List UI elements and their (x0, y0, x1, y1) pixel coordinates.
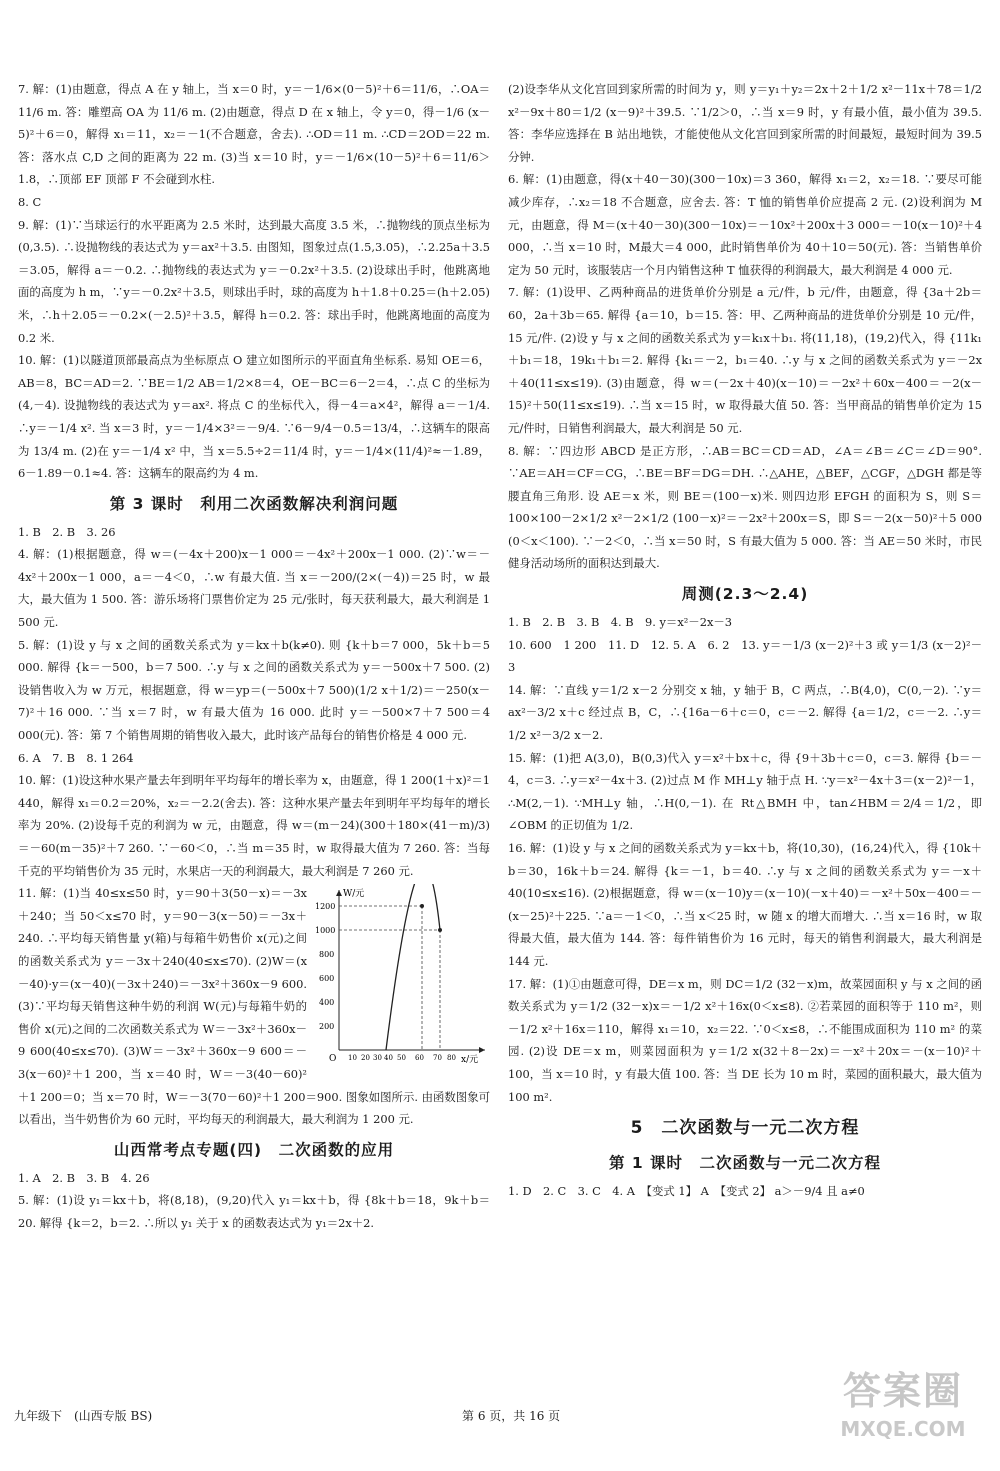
test-answers-10-13: 10. 600 1 200 11. D 12. 5. A 6. 2 13. y＝－1/3 (x－2)²＋3 或 y＝1/3 (x－2)²－3 (508, 637, 982, 675)
topic-answers-1-4: 1. A 2. B 3. B 4. 26 (18, 1170, 150, 1185)
ytick: 600 (319, 974, 335, 984)
test-answer-17: 17. 解：(1)①由题意可得，DE＝x m，则 DC＝1/2 (32－x)m，故菜园面积 y 与 x 之间的函数关系式为 y＝1/2 (32－x)x＝－1/2 x²＋16x(0＜x≤8). ②若菜园的面积等于 110 m²，则－1/2 x²＋16x＝110，解得 x₁＝10，x₂＝22. ∵0＜x≤8，∴不能围成面积为 110 m² 的菜园. (2)设 DE＝x m，则菜园面积为 y＝1/2 x(32＋8－2x)＝－x²＋20x＝－(x－10)²＋100，当 x＝10 时，y 有最大值 100. 答：当 DE 长为 10 m 时，菜园的面积最大，最大值为 100 m². (508, 976, 982, 1104)
section-heading-shanxi: 山西常考点专题(四) 二次函数的应用 (113, 1140, 395, 1159)
answer-7-right: 7. 解：(1)设甲、乙两种商品的进货单价分别是 a 元/件，b 元/件，由题意，得 {3a＋2b＝60，2a＋3b＝65. 解得 {a＝10，b＝15. 答：甲、乙两种商品的进货单价分别是 10 元/件，15 元/件. (2)设 y 与 x 之间的函数关系式为 y＝k₁x＋b₁. 将(11,18)，(19,2)代入，得 {11k₁＋b₁＝18，19k₁＋b₁＝2. 解得 {k₁＝－2，b₁＝40. ∴y 与 x 之间的函数关系式为 y＝－2x＋40(11≤x≤19). (3)由题意，得 w＝(－2x＋40)(x－10)＝－2x²＋60x－400＝－2(x－15)²＋50(11≤x≤19). ∴当 x＝15 时，w 取得最大值 50. 答：当甲商品的销售单价定为 15 元/件时，日销售利润最大，最大利润是 50 元. (508, 285, 982, 435)
section-heading-weekly-test: 周测(2.3～2.4) (681, 585, 809, 604)
page-number: 第 6 页，共 16 页 (462, 1409, 561, 1423)
watermark-url: MXQE.COM (840, 1417, 966, 1441)
answer-8: 8. C (18, 194, 42, 209)
test-answer-14: 14. 解：∵直线 y＝1/2 x－2 分别交 x 轴，y 轴于 B，C 两点，∴B(4,0)，C(0,－2). ∵y＝ax²－3/2 x＋c 经过点 B，C，∴{16a－6＋c＝0，c＝－2. 解得 {a＝1/2，c＝－2. ∴y＝1/2 x²－3/2 x－2. (508, 682, 982, 743)
xtick: 80 (447, 1054, 456, 1063)
watermark-logo-text: 答案圈 (842, 1369, 963, 1413)
graph-origin: O (329, 1054, 337, 1065)
test-answer-15: 15. 解：(1)把 A(3,0)，B(0,3)代入 y＝x²＋bx＋c，得 {9＋3b＋c＝0，c＝3. 解得 {b＝－4，c＝3. ∴y＝x²－4x＋3. (2)过点 M 作 MH⊥y 轴于点 H. ∵y＝x²－4x＋3＝(x－2)²－1，∴M(2,－1). ∵MH⊥y 轴，∴H(0,－1). 在 Rt△BMH 中，tan∠HBM＝2/4＝1/2，即∠OBM 的正切值为 1/2. (508, 750, 982, 833)
answer-11: 11. 解：(1)当 40≤x≤50 时，y＝90＋3(50－x)＝－3x＋240；当 50＜x≤70 时，y＝90－3(x－50)＝－3x＋240. ∴平均每天销售量 y(箱)与每箱牛奶售价 x(元)之间的函数关系式为 y＝－3x＋240(40≤x≤70). (2)W＝(x－40)·y＝(x－40)(－3x＋240)＝－3x²＋360x－9 600. (3)∵平均每天销售这种牛奶的利润 W(元)与每箱牛奶的售价 x(元)之间的二次函数关系式为 W＝－3x²＋360x－9 600(40≤x≤70). (3)W＝－3x²＋360x－9 600＝－3(x－60)²＋1 200，当 x＝40 时，W＝－3(40－60)²＋1 200＝0；当 x＝70 时，W＝－3(70－60)²＋1 200＝900. 图象如图所示. 由函数图象可以看出，当牛奶售价为 60 元时，平均每天的利润最大，最大利润为 1 200 元. (18, 886, 490, 1127)
ytick: 400 (319, 998, 335, 1008)
ytick: 800 (319, 950, 335, 960)
lesson-heading: 第 1 课时 二次函数与一元二次方程 (608, 1154, 882, 1173)
ytick: 200 (319, 1022, 335, 1032)
answers-6-8: 6. A 7. B 8. 1 264 (18, 750, 134, 765)
xtick: 40 (384, 1054, 393, 1063)
answer-6: 6. 解：(1)由题意，得(x＋40－30)(300－10x)＝3 360，解得 x₁＝2，x₂＝18. ∵要尽可能减少库存，∴x₂＝18 不合题意，应舍去. 答：T 恤的销售单价应提高 2 元. (2)设利润为 M 元，由题意，得 M＝(x＋40－30)(300－10x)＝－10x²＋200x＋3 000＝－10(x－10)²＋4 000，∴当 x＝10 时，M最大＝4 000，此时销售单价为 40＋10＝50(元). 答：当销售单价定为 50 元时，该服装店一个月内销售这种 T 恤获得的利润最大，最大利润是 4 000 元. (508, 172, 982, 277)
ytick: 1000 (315, 926, 336, 936)
section-heading-profit: 第 3 课时 利用二次函数解决利润问题 (109, 494, 399, 513)
test-answer-16: 16. 解：(1)设 y 与 x 之间的函数关系式为 y＝kx＋b，将(10,30)，(16,24)代入，得 {10k＋b＝30，16k＋b＝24. 解得 {k＝－1，b＝40. ∴y 与 x 之间的函数关系式为 y＝－x＋40(10≤x≤16). (2)根据题意，得 w＝(x－10)y＝(x－10)(－x＋40)＝－x²＋50x－400＝－(x－25)²＋225. ∵a＝－1＜0，∴当 x＜25 时，w 随 x 的增大而增大. ∴当 x＝16 时，w 取得最大值，最大值为 144. 答：每件销售价为 16 元时，每天的销售利润最大，最大利润是 144 元. (508, 841, 982, 968)
xtick: 60 (415, 1054, 424, 1063)
answer-5: 5. 解：(1)设 y 与 x 之间的函数关系式为 y＝kx＋b(k≠0). 则 {k＋b＝7 000，5k＋b＝5 000. 解得 {k＝－500，b＝7 500. ∴y 与 x 之间的函数关系式为 y＝－500x＋7 500. (2)设销售收入为 w 万元，根据题意，得 w＝yp＝(－500x＋7 500)(1/2 x＋1/2)＝－250(x－7)²＋16 000. ∵当 x＝7 时，w 有最大值为 16 000. 此时 y＝－500×7＋7 500＝4 000(元). 答：第 7 个销售周期的销售收入最大，此时该产品每台的销售价格是 4 000 元. (18, 637, 490, 743)
right-column (508, 78, 982, 1203)
answers-1-3: 1. B 2. B 3. 26 (18, 524, 116, 539)
lesson-answers: 1. D 2. C 3. C 4. A 【变式 1】 A 【变式 2】 a＞－9/4 且 a≠0 (508, 1184, 865, 1199)
test-answers-1-9: 1. B 2. B 3. B 4. B 9. y＝x²－2x－3 (508, 615, 733, 630)
left-column (18, 78, 490, 1235)
answer-5-continued: (2)设李华从文化宫回到家所需的时间为 y，则 y＝y₁＋y₂＝2x＋2＋1/2 x²－11x＋78＝1/2 x²－9x＋80＝1/2 (x－9)²＋39.5. ∵1/2＞0，∴当 x＝9 时，y 有最小值，最小值为 39.5. 答：李华应选择在 B 站出地铁，才能使他从文化宫回到家所需的时间最短，最短时间为 39.5 分钟. (508, 82, 982, 164)
watermark-logo (828, 1365, 978, 1453)
answer-9: 9. 解：(1)∵当球运行的水平距离为 2.5 米时，达到最大高度 3.5 米，∴抛物线的顶点坐标为(0,3.5). ∴设抛物线的表达式为 y＝ax²＋3.5. 由图知，图象过点(1.5,3.05)，∴2.25a＋3.5＝3.05，解得 a＝－0.2. ∴抛物线的表达式为 y＝－0.2x²＋3.5. (2)设球出手时，他跳离地面的高度为 h m，∵y＝－0.2x²＋3.5，则球出手时，球的高度为 h＋1.8＋0.25＝(h＋2.05)米，∴h＋2.05＝－0.2×(－2.5)²＋3.5，解得 h＝0.2. 答：球出手时，他跳离地面的高度为 0.2 米. (18, 217, 490, 345)
answer-8-right: 8. 解：∵四边形 ABCD 是正方形，∴AB＝BC＝CD＝AD，∠A＝∠B＝∠C＝∠D＝90°. ∵AE＝AH＝CF＝CG，∴BE＝BF＝DG＝DH. ∴△AHE，△BEF，△CGF，△DGH 都是等腰直角三角形. 设 AE＝x 米，则 BE＝(100－x)米. 则四边形 EFGH 的面积为 S，则 S＝100×100－2×1/2 x²－2×1/2 (100－x)²＝－2x²＋200x＝S，即 S＝－2(x－50)²＋5 000 (0＜x＜100). ∵－2＜0，∴当 x＝50 时，S 有最大值为 5 000. 答：当 AE＝50 米时，市民健身活动场所的面积达到最大. (508, 443, 982, 571)
graph-xlabel: x/元 (461, 1055, 479, 1065)
answer-10: 10. 解：(1)以隧道顶部最高点为坐标原点 O 建立如图所示的平面直角坐标系. 易知 OE＝6，AB＝8，BC＝AD＝2. ∵BE＝1/2 AB＝1/2×8＝4，OE－BC＝6－2＝4，∴点 C 的坐标为(4,－4). 设抛物线的表达式为 y＝ax². 将点 C 的坐标代入，得－4＝a×4²，解得 a＝－1/4. ∴y＝－1/4 x². 当 x＝3 时，y＝－1/4×3²＝－9/4. ∵6－9/4－0.5＝13/4，∴这辆车的限高为 13/4 m. (2)在 y＝－1/4 x² 中，当 x＝5.5÷2＝11/4 时，y＝－1/4×(11/4)²≈－1.89，6－1.89－0.1≈4. 答：这辆车的限高约为 4 m. (18, 353, 490, 481)
footer-book-label: 九年级下 (山西专版 BS) (14, 1409, 153, 1423)
xtick: 20 (361, 1054, 370, 1063)
xtick: 50 (397, 1054, 406, 1063)
xtick: 10 (348, 1054, 357, 1063)
answer-7: 7. 解：(1)由题意，得点 A 在 y 轴上，当 x＝0 时，y＝－1/6×(0－5)²＋6＝11/6，∴OA＝11/6 m. 答：雕塑高 OA 为 11/6 m. (2)由题意，得点 D 在 x 轴上，令 y＝0，得－1/6 (x－5)²＋6＝0，解得 x₁＝11，x₂＝－1(不合题意，舍去). ∴OD＝11 m. ∴CD＝2OD＝22 m. 答：落水点 C,D 之间的距离为 22 m. (3)当 x＝10 时，y＝－1/6×(10－5)²＋6＝11/6＞1.8，∴顶部 EF 顶部 F 不会碰到水柱. (18, 82, 490, 187)
ytick: 1200 (315, 902, 336, 912)
topic-answer-5: 5. 解：(1)设 y₁＝kx＋b，将(8,18)，(9,20)代入 y₁＝kx＋b，得 {8k＋b＝18，9k＋b＝20. 解得 {k＝2，b＝2. ∴所以 y₁ 关于 x 的函数表达式为 y₁＝2x＋2. (18, 1193, 490, 1230)
xtick: 70 (433, 1054, 442, 1063)
xtick: 30 (373, 1054, 382, 1063)
graph-ylabel: W/元 (343, 889, 365, 900)
answer-10b: 10. 解：(1)设这种水果产量去年到明年平均每年的增长率为 x，由题意，得 1 200(1＋x)²＝1 440，解得 x₁＝0.2＝20%，x₂＝－2.2(舍去). 答：这种水果产量去年到明年平均每年的增长率为 20%. (2)设每千克的利润为 w 元，由题意，得 w＝(m－24)(300＋180×(41－m)/3)＝－60(m－35)²＋7 260. ∵－60＜0，∴当 m＝35 时，w 取得最大值为 7 260. 答：当每千克的平均销售价为 35 元时，水果店一天的利润最大，最大利润是 7 260 元. (18, 773, 490, 878)
chapter-heading: 5 二次函数与一元二次方程 (630, 1118, 860, 1139)
answer-4: 4. 解：(1)根据题意，得 w＝(－4x＋200)x－1 000＝－4x²＋200x－1 000. (2)∵w＝－4x²＋200x－1 000，a＝－4＜0，∴w 有最大值. 当 x＝－200/(2×(－4))＝25 时，w 最大，最大值为 1 500. 答：游乐场将门票售价定为 25 元/张时，每天获利最大，最大利润是 1 500 元. (18, 547, 490, 630)
parabola-graph (315, 884, 490, 1064)
